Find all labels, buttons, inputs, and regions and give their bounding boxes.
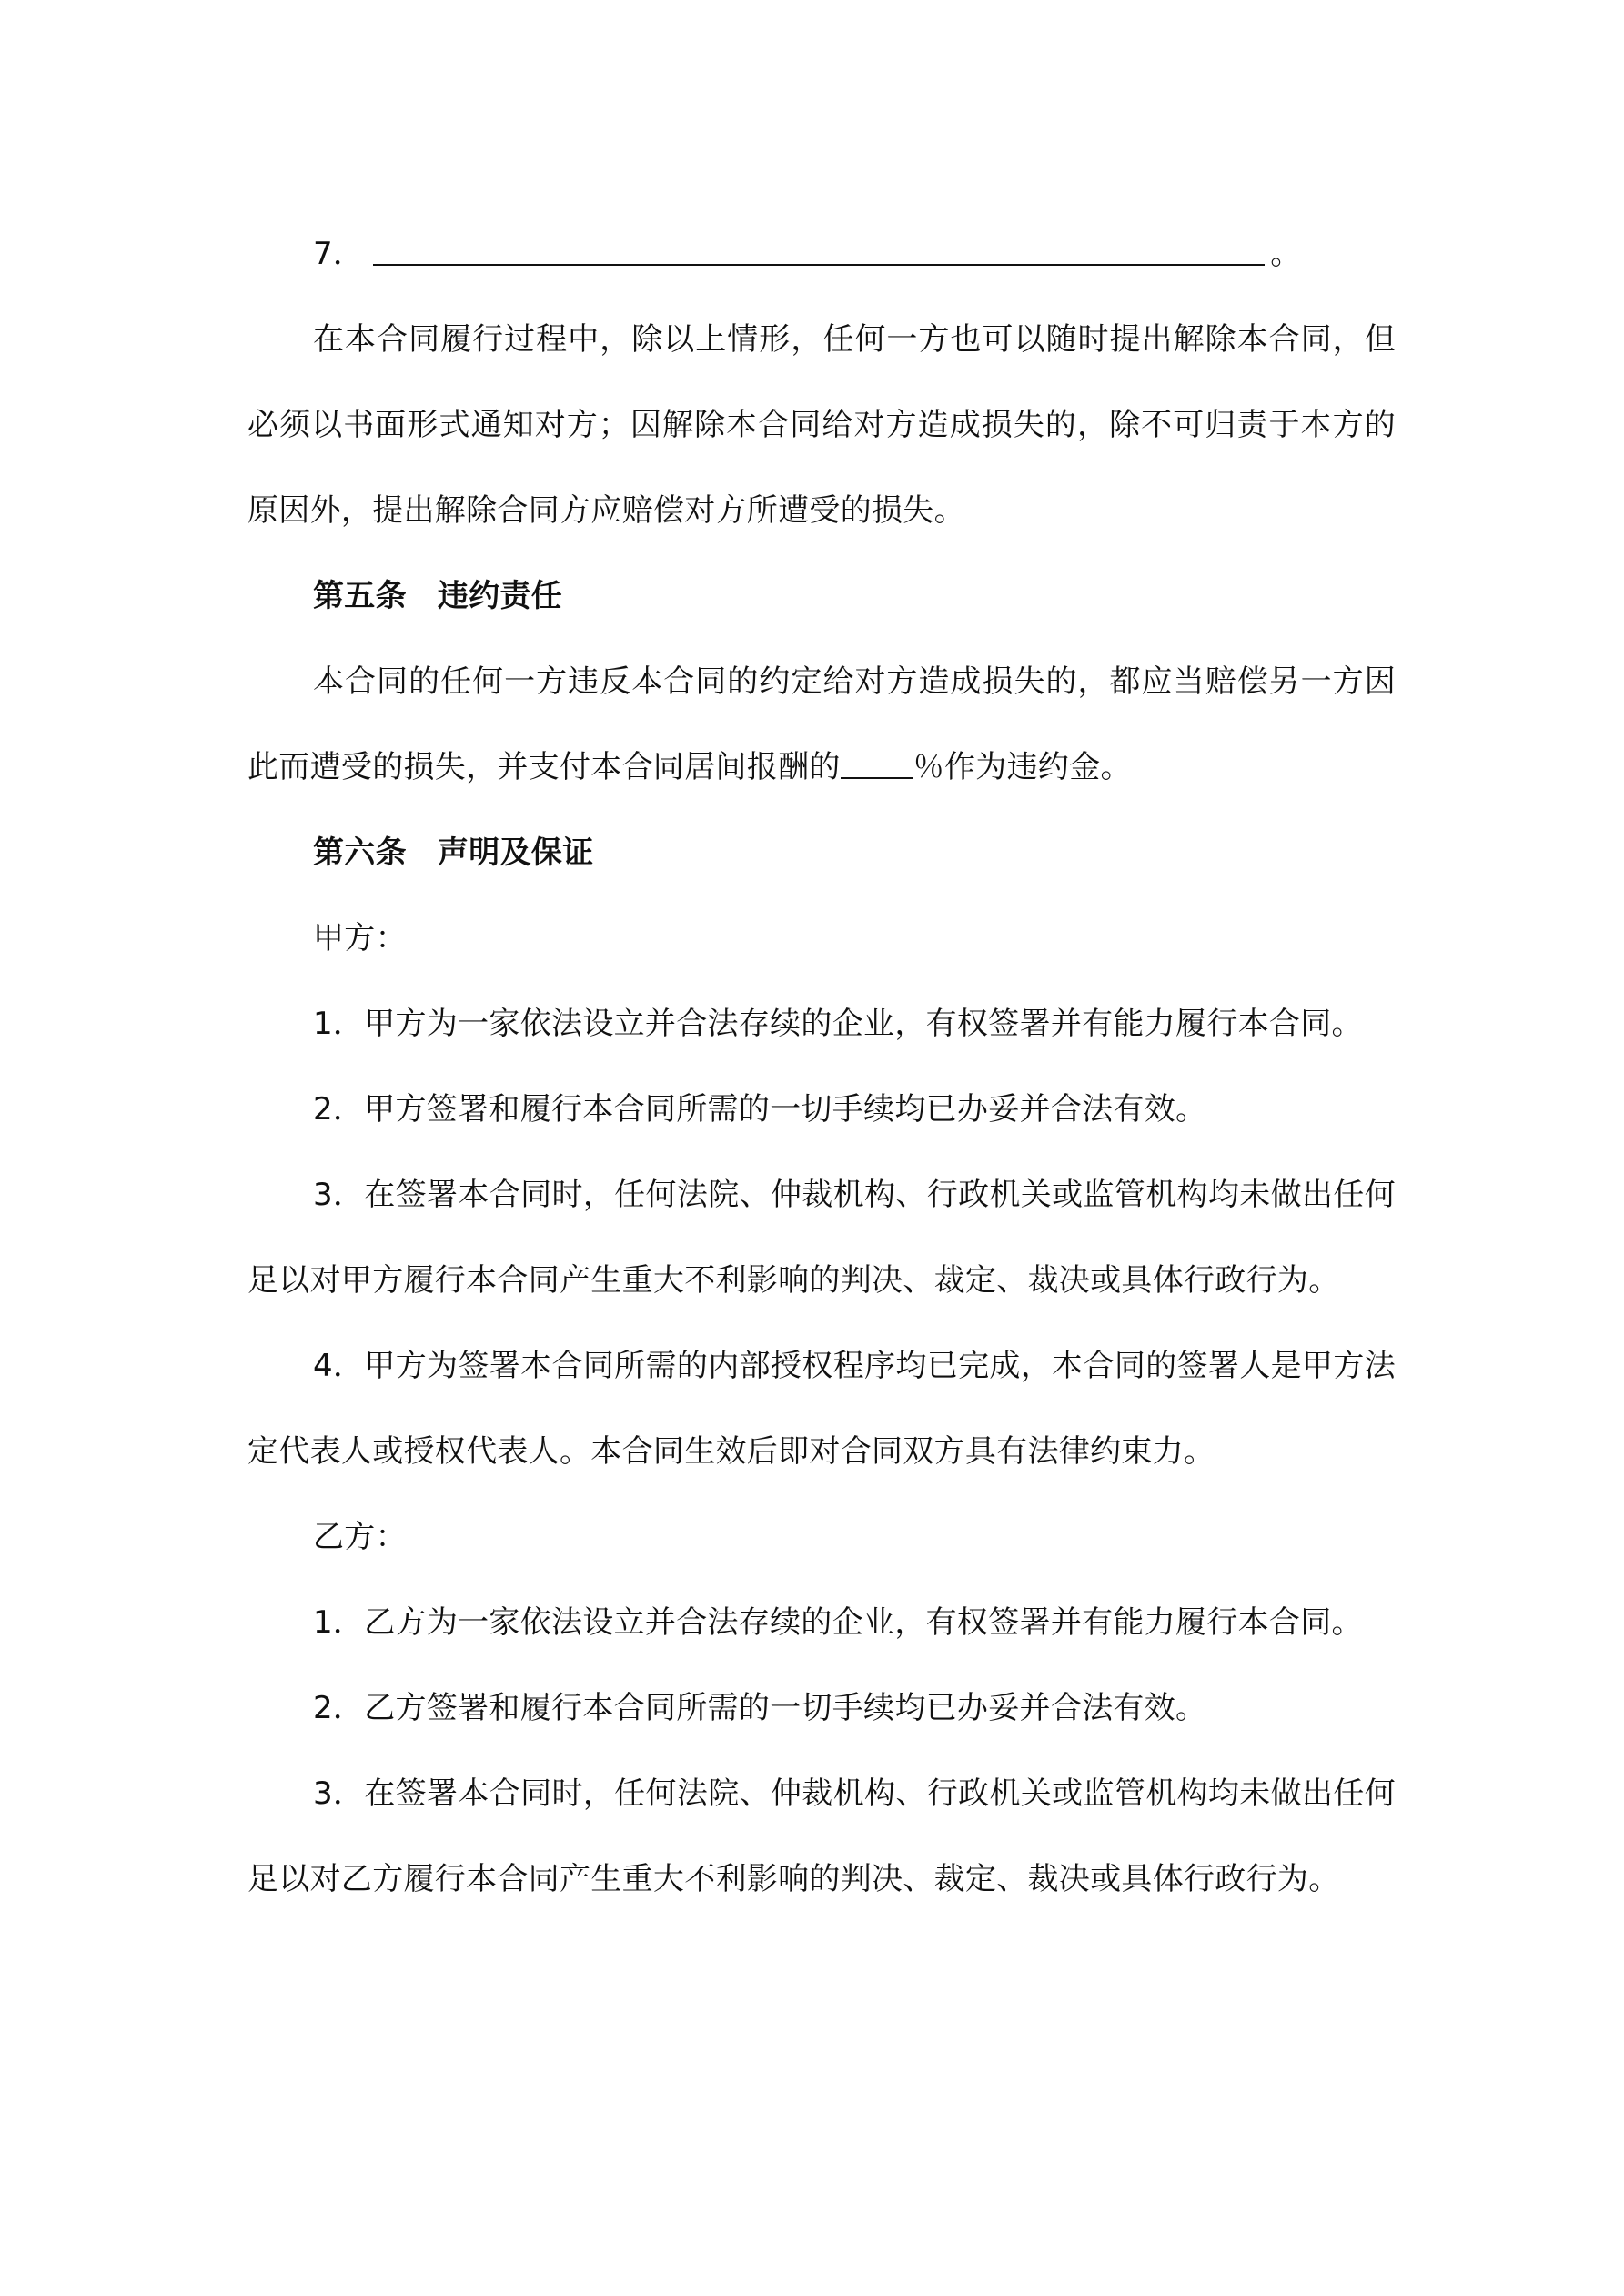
article-5-text-part1: 本合同的任何一方违反本合同的约定给对方造成损失的，都应当赔偿另一方因此而遭受的损失，并支付本合同居间报酬的 [247, 663, 1396, 785]
party-a-label: 甲方： [313, 920, 407, 956]
party-a-item-3: 3．在签署本合同时，任何法院、仲裁机构、行政机关或监管机构均未做出任何足以对甲方履行本合同产生重大不利影响的判决、裁定、裁决或具体行政行为。 [247, 1177, 1396, 1299]
party-b-item-2: 2．乙方签署和履行本合同所需的一切手续均已办妥并合法有效。 [313, 1690, 1207, 1726]
party-b-item-1: 1．乙方为一家依法设立并合法存续的企业，有权签署并有能力履行本合同。 [313, 1604, 1363, 1641]
item-7-prefix: 7． [313, 236, 365, 272]
article-5-title: 违约责任 [437, 578, 563, 614]
article-6-title: 声明及保证 [437, 834, 594, 871]
party-b-label: 乙方： [313, 1519, 407, 1555]
article-5-paragraph [247, 639, 1396, 810]
party-b-item-3: 3．在签署本合同时，任何法院、仲裁机构、行政机关或监管机构均未做出任何足以对乙方履行本合同产生重大不利影响的判决、裁定、裁决或具体行政行为。 [247, 1775, 1396, 1897]
item-7 [247, 211, 1396, 297]
item-7-blank [373, 263, 1265, 266]
article-5-heading [247, 553, 1396, 639]
document-body [247, 211, 1396, 1922]
article-5-number: 第五条 [313, 578, 407, 614]
article-5-text-part2: ％作为违约金。 [913, 749, 1132, 785]
article-6-heading [247, 810, 1396, 895]
party-a-item-1: 1．甲方为一家依法设立并合法存续的企业，有权签署并有能力履行本合同。 [313, 1006, 1363, 1042]
penalty-percent-blank [841, 776, 913, 779]
party-a-item-2: 2．甲方签署和履行本合同所需的一切手续均已办妥并合法有效。 [313, 1091, 1207, 1128]
termination-paragraph: 在本合同履行过程中，除以上情形，任何一方也可以随时提出解除本合同，但必须以书面形式通知对方；因解除本合同给对方造成损失的，除不可归责于本方的原因外，提出解除合同方应赔偿对方所遭受的损失。 [247, 321, 1396, 529]
party-a-item-4: 4．甲方为签署本合同所需的内部授权程序均已完成，本合同的签署人是甲方法定代表人或授权代表人。本合同生效后即对合同双方具有法律约束力。 [247, 1348, 1396, 1470]
item-7-suffix: 。 [1270, 236, 1302, 272]
article-6-number: 第六条 [313, 834, 407, 871]
